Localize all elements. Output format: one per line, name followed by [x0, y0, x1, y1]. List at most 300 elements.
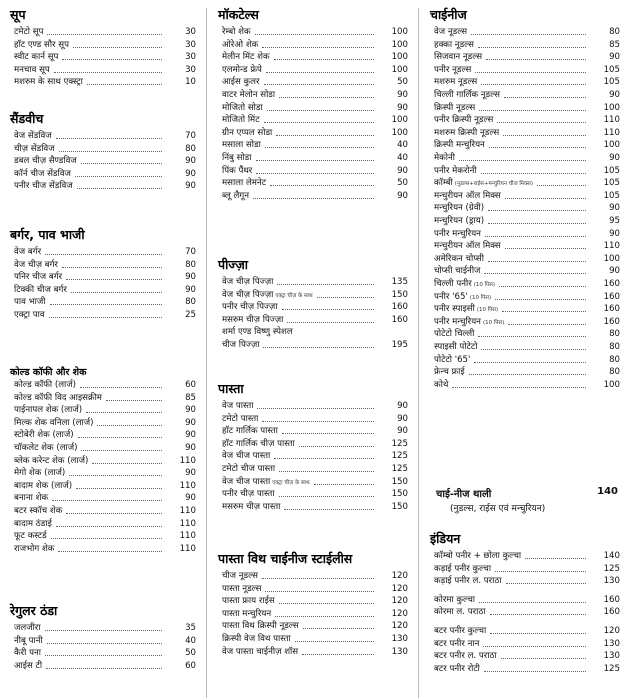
section-heading: इंडियन [430, 531, 461, 546]
menu-item [434, 366, 620, 378]
item-name [434, 202, 484, 214]
item-note: (नूडल्स+राईस+मन्चुरियन चीज मिक्स) [454, 181, 533, 188]
dotted-leader [274, 59, 374, 60]
item-name [434, 575, 502, 587]
item-price: 120 [391, 583, 408, 594]
item-name-text: ओरेओ शेक [222, 39, 259, 50]
item-price: 105 [603, 77, 620, 88]
dotted-leader [279, 97, 374, 98]
item-price: 110 [603, 241, 620, 252]
dotted-leader [267, 110, 374, 111]
item-name-text: मन्चुरीयन ऑल मिक्स [434, 241, 501, 252]
item-name [222, 646, 298, 658]
item-name-text: वेज नूडल्स [434, 27, 468, 37]
item-price: 125 [391, 451, 408, 462]
item-name-text: चॉकलेट शेक (लार्ज) [14, 443, 78, 453]
dotted-leader [485, 236, 586, 237]
item-price: 110 [603, 115, 620, 126]
dotted-leader [488, 223, 586, 224]
item-price: 85 [185, 392, 196, 403]
dotted-leader [483, 646, 586, 647]
item-price: 160 [603, 291, 620, 302]
item-price: 105 [603, 178, 620, 189]
item-price: 90 [609, 90, 620, 100]
menu-item [434, 26, 620, 38]
item-name-text: पास्ता नूडल्स [222, 583, 262, 594]
dotted-leader [58, 551, 162, 552]
dotted-leader [474, 362, 586, 363]
item-name [434, 64, 471, 76]
menu-item [434, 114, 620, 126]
menu-item [434, 650, 620, 662]
menu-item [14, 180, 196, 192]
item-note: एक्ट्रा चीज़ के साथ [272, 479, 310, 486]
dotted-leader [266, 72, 374, 73]
dotted-leader [77, 188, 162, 189]
item-name [434, 228, 481, 240]
dotted-leader [484, 671, 586, 672]
item-name [222, 595, 275, 607]
menu-item [434, 638, 620, 650]
item-price: 100 [391, 27, 408, 37]
menu-item [14, 492, 196, 504]
item-price: 70 [185, 247, 196, 257]
item-name-text: पिंक पैंथर [222, 165, 253, 176]
item-price: 120 [391, 571, 408, 581]
item-name-text: क्रिस्पी नूडल्स [434, 102, 476, 113]
item-name [434, 663, 480, 675]
menu-item [222, 152, 408, 164]
item-name-text: कड़ाई पनीर ल. पराठा [434, 576, 502, 587]
menu-item [434, 316, 620, 328]
dotted-leader [59, 151, 162, 152]
item-name [14, 480, 72, 492]
item-price: 95 [609, 216, 620, 226]
item-name-text: मेकोनी [434, 153, 455, 163]
item-price: 30 [185, 52, 196, 63]
menu-item [434, 625, 620, 637]
menu-item [434, 328, 620, 340]
menu-item [222, 425, 408, 437]
item-price: 100 [391, 127, 408, 138]
item-price: 80 [609, 342, 620, 352]
item-name [434, 606, 486, 618]
item-name [14, 647, 41, 659]
item-name [14, 530, 47, 542]
item-name [14, 660, 42, 672]
item-name [434, 341, 477, 353]
item-price: 80 [609, 329, 620, 340]
menu-item [434, 663, 620, 675]
item-name-text: मशरुम नूडल्स [434, 77, 478, 88]
item-name-text: चीज नूडल्स [222, 571, 258, 581]
item-name [434, 177, 533, 190]
item-name [222, 339, 259, 351]
menu-item [434, 594, 620, 606]
item-name [222, 314, 283, 326]
item-name [434, 625, 486, 637]
dotted-leader [69, 475, 162, 476]
dotted-leader [92, 463, 162, 464]
item-name [14, 284, 67, 296]
item-name [222, 114, 260, 126]
menu-item [222, 570, 408, 582]
item-price: 90 [185, 430, 196, 441]
item-price: 90 [185, 156, 196, 167]
menu-item [14, 271, 196, 283]
item-price: 100 [391, 39, 408, 50]
item-price: 80 [609, 367, 620, 378]
item-name-text: वेज सेंडविज [14, 131, 52, 141]
item-name-text: स्टोबेरी शेक (लार्ज) [14, 430, 74, 441]
dotted-leader [87, 84, 162, 85]
item-name-text: मिल्क शेक वनिला (लार्ज) [14, 417, 94, 428]
item-price: 40 [185, 635, 196, 646]
item-name [434, 291, 491, 304]
item-price: 90 [397, 165, 408, 176]
dotted-leader [257, 408, 374, 409]
item-price: 80 [185, 259, 196, 270]
dotted-leader [52, 500, 162, 501]
dotted-leader [469, 374, 586, 375]
dotted-leader [56, 138, 162, 139]
item-name-text: हक्का नूडल्स [434, 39, 474, 50]
dotted-leader [86, 412, 162, 413]
menu-item [434, 303, 620, 315]
item-name-text: पनीर चीज सेंडविज [14, 181, 73, 192]
dotted-leader [264, 84, 374, 85]
item-name-text: नीबू पानी [14, 635, 43, 646]
section-heading: मॉकटेल्स [218, 7, 259, 22]
item-price: 100 [391, 52, 408, 63]
thali-price: 140 [597, 486, 618, 497]
item-name-text: मनचाव सूप [14, 64, 50, 75]
item-name-text: वेज चीज पास्ता [222, 451, 271, 462]
menu-item [14, 309, 196, 321]
item-note: (10 पिस) [476, 307, 499, 314]
section-heading: चाईनीज [430, 7, 467, 22]
item-name-text: कोरमा ल. पराठा [434, 607, 486, 618]
item-price: 130 [391, 646, 408, 657]
column-divider [418, 8, 419, 698]
dotted-leader [506, 583, 586, 584]
item-name [14, 168, 71, 180]
item-price: 100 [603, 253, 620, 264]
menu-item [434, 228, 620, 240]
item-name-text: पनीर मन्चुरियन [434, 228, 481, 239]
item-name [14, 442, 77, 454]
item-name [222, 39, 258, 51]
menu-item [222, 463, 408, 475]
item-price: 90 [397, 190, 408, 201]
dotted-leader [256, 173, 374, 174]
item-name-text: कॉम्बो पनीर + छोला कुल्चा [434, 551, 522, 561]
item-price: 160 [603, 304, 620, 315]
item-name [434, 89, 500, 101]
dotted-leader [263, 347, 374, 348]
item-name-text: निंबु सोडा [222, 153, 252, 163]
item-name-text: कैरी पना [14, 648, 41, 659]
item-price: 80 [185, 297, 196, 308]
menu-item [222, 326, 408, 338]
item-name [222, 289, 313, 302]
item-price: 70 [185, 131, 196, 141]
menu-item [434, 379, 620, 391]
item-name [434, 594, 475, 606]
item-name-text: आईस टी [14, 660, 43, 671]
item-name-text: हॉट गार्लिक चीज़ पास्ता [222, 438, 295, 449]
menu-item [14, 296, 196, 308]
item-name-text: सिजवान नूडल्स [434, 52, 483, 63]
item-price: 110 [179, 531, 196, 542]
item-name-text: मसरुम चीज़ पास्ता [222, 501, 281, 512]
dotted-leader [256, 160, 374, 161]
dotted-leader [486, 59, 586, 60]
dotted-leader [488, 210, 586, 211]
item-name [222, 620, 299, 632]
item-price: 85 [609, 39, 620, 50]
item-name-text: पनीर चीज़ पिज्ज़ा [222, 302, 278, 313]
dotted-leader [495, 571, 586, 572]
dotted-leader [279, 471, 374, 472]
item-name-text: मशरुम के साथ एक्स्ट्रा [14, 77, 83, 88]
item-name-text: कॉर्न चीज सेंडविज [14, 168, 71, 179]
item-name [434, 102, 475, 114]
item-name [222, 326, 293, 338]
item-name [14, 309, 45, 321]
menu-item [222, 400, 408, 412]
dotted-leader [481, 349, 586, 350]
item-name [222, 127, 272, 139]
dotted-leader [45, 655, 162, 656]
item-name [434, 240, 501, 252]
item-name [434, 253, 484, 265]
item-name [434, 550, 521, 562]
item-name [14, 455, 88, 467]
item-price: 160 [391, 302, 408, 313]
menu-item [14, 467, 196, 479]
dotted-leader [80, 387, 162, 388]
dotted-leader [73, 47, 162, 48]
menu-item [222, 127, 408, 139]
item-price: 150 [391, 289, 408, 300]
item-name-text: राजभोग शेक [14, 543, 55, 554]
dotted-leader [504, 97, 586, 98]
item-name [14, 271, 62, 283]
menu-item [434, 39, 620, 51]
item-name-text: टमेटो चीज पास्ता [222, 464, 276, 474]
dotted-leader [45, 254, 162, 255]
item-name-text: बनाना शेक [14, 493, 49, 504]
menu-item [222, 276, 408, 288]
item-name [14, 76, 83, 88]
menu-item [14, 379, 196, 391]
item-price: 110 [179, 506, 196, 516]
item-name [434, 51, 482, 63]
item-name-text: मोजितो सोडा [222, 102, 263, 113]
item-name [222, 152, 252, 164]
dotted-leader [481, 173, 586, 174]
item-name [434, 379, 448, 391]
item-name [222, 488, 275, 500]
dotted-leader [490, 614, 586, 615]
dotted-leader [274, 458, 374, 459]
item-price: 80 [609, 27, 620, 37]
menu-item [434, 240, 620, 252]
item-name [434, 316, 504, 329]
item-price: 105 [603, 64, 620, 75]
item-price: 90 [609, 266, 620, 277]
item-name [222, 301, 278, 313]
menu-item [14, 76, 196, 88]
menu-item [434, 177, 620, 189]
dotted-leader [478, 47, 586, 48]
dotted-leader [282, 433, 374, 434]
item-name-text: मन्चुरीयन ऑल मिक्स [434, 190, 501, 201]
item-name [14, 51, 58, 63]
item-name [434, 278, 495, 291]
item-name [434, 139, 485, 151]
dotted-leader [471, 34, 586, 35]
item-price: 90 [185, 493, 196, 504]
item-price: 50 [397, 178, 408, 189]
item-price: 30 [185, 27, 196, 37]
item-name [434, 650, 497, 662]
menu-item [222, 190, 408, 202]
item-price: 60 [185, 660, 196, 671]
dotted-leader [46, 668, 162, 669]
item-name-text: पनीर मन्चुरियन [434, 316, 481, 327]
menu-item [434, 139, 620, 151]
dotted-leader [302, 654, 374, 655]
menu-item [14, 622, 196, 634]
menu-item [222, 165, 408, 177]
item-price: 160 [603, 607, 620, 618]
item-name-text: कोल्ड कॉफी विद आइसक्रीम [14, 392, 102, 403]
menu-item [434, 165, 620, 177]
menu-item [222, 114, 408, 126]
item-name [222, 413, 258, 425]
item-name-text: वेज चीज़ पिज्ज़ा [222, 289, 274, 300]
item-price: 90 [185, 181, 196, 192]
item-name-text: कोथे [434, 379, 449, 390]
item-name [14, 246, 41, 258]
dotted-leader [97, 425, 162, 426]
menu-item [434, 265, 620, 277]
menu-item [222, 51, 408, 63]
menu-item [14, 26, 196, 38]
item-name [222, 570, 258, 582]
dotted-leader [106, 400, 162, 401]
item-name [434, 127, 499, 139]
dotted-leader [54, 72, 162, 73]
item-name [14, 379, 76, 391]
item-price: 140 [603, 551, 620, 561]
item-price: 90 [609, 203, 620, 214]
item-name [434, 152, 455, 164]
item-name-text: पनिर चीज बर्गर [14, 272, 63, 283]
dotted-leader [50, 304, 162, 305]
item-price: 130 [391, 634, 408, 644]
dotted-leader [499, 286, 586, 287]
item-price: 90 [609, 52, 620, 63]
item-price: 105 [603, 165, 620, 176]
dotted-leader [502, 311, 586, 312]
menu-item [434, 102, 620, 114]
menu-item [434, 89, 620, 101]
item-price: 160 [603, 594, 620, 605]
item-name [14, 429, 74, 441]
item-name-text: वेज चीज़ पिज्ज़ा [222, 277, 274, 287]
menu-item [222, 89, 408, 101]
dotted-leader [45, 630, 162, 631]
dotted-leader [475, 72, 586, 73]
item-name-text: कोरमा कुल्चा [434, 594, 476, 605]
item-name-text: मेलीन मिंट शेक [222, 52, 270, 63]
section-heading: कोल्ड कॉफी और शेक [10, 367, 87, 378]
menu-item [14, 143, 196, 155]
item-price: 160 [391, 314, 408, 325]
item-name [222, 463, 275, 475]
menu-item [14, 284, 196, 296]
menu-item [222, 488, 408, 500]
dotted-leader [56, 526, 162, 527]
menu-item [434, 550, 620, 562]
item-name-text: जलजीरा [14, 623, 41, 633]
item-price: 110 [179, 518, 196, 529]
item-name [222, 501, 280, 513]
thali-title: चाई-नीज थाली [436, 489, 492, 500]
item-name [222, 177, 266, 189]
menu-item [222, 583, 408, 595]
dotted-leader [279, 496, 374, 497]
item-name [14, 143, 55, 155]
item-price: 120 [391, 608, 408, 619]
dotted-leader [262, 421, 374, 422]
dotted-leader [489, 147, 586, 148]
menu-item [14, 429, 196, 441]
dotted-leader [478, 336, 586, 337]
menu-item [14, 442, 196, 454]
item-name-text: बटर पनीर कुल्चा [434, 626, 487, 636]
item-name [14, 259, 58, 271]
item-name [222, 139, 261, 151]
menu-item [14, 392, 196, 404]
item-name-text: बटर स्कॉच शेक [14, 506, 63, 516]
dotted-leader [479, 602, 586, 603]
dotted-leader [303, 628, 374, 629]
dotted-leader [537, 185, 586, 186]
item-price: 120 [391, 621, 408, 632]
item-name-text: मन्चुरियन (ग्रेवी) [434, 203, 485, 214]
item-name [222, 102, 263, 114]
menu-item [14, 39, 196, 51]
item-price: 160 [603, 316, 620, 327]
dotted-leader [287, 322, 374, 323]
item-name-text: पोटेटो '65' [434, 354, 471, 365]
menu-item [14, 543, 196, 555]
item-name [222, 608, 271, 620]
item-name-text: चोप्सी चाईनीज [434, 266, 481, 277]
item-name [14, 543, 54, 555]
item-name-text: कड़ाई पनीर कुल्चा [434, 563, 492, 574]
item-price: 90 [185, 272, 196, 283]
dotted-leader [62, 59, 162, 60]
item-name-text: बटर पनीर ल. पराठा [434, 651, 497, 662]
item-name [222, 26, 251, 38]
dotted-leader [270, 185, 374, 186]
dotted-leader [459, 160, 586, 161]
